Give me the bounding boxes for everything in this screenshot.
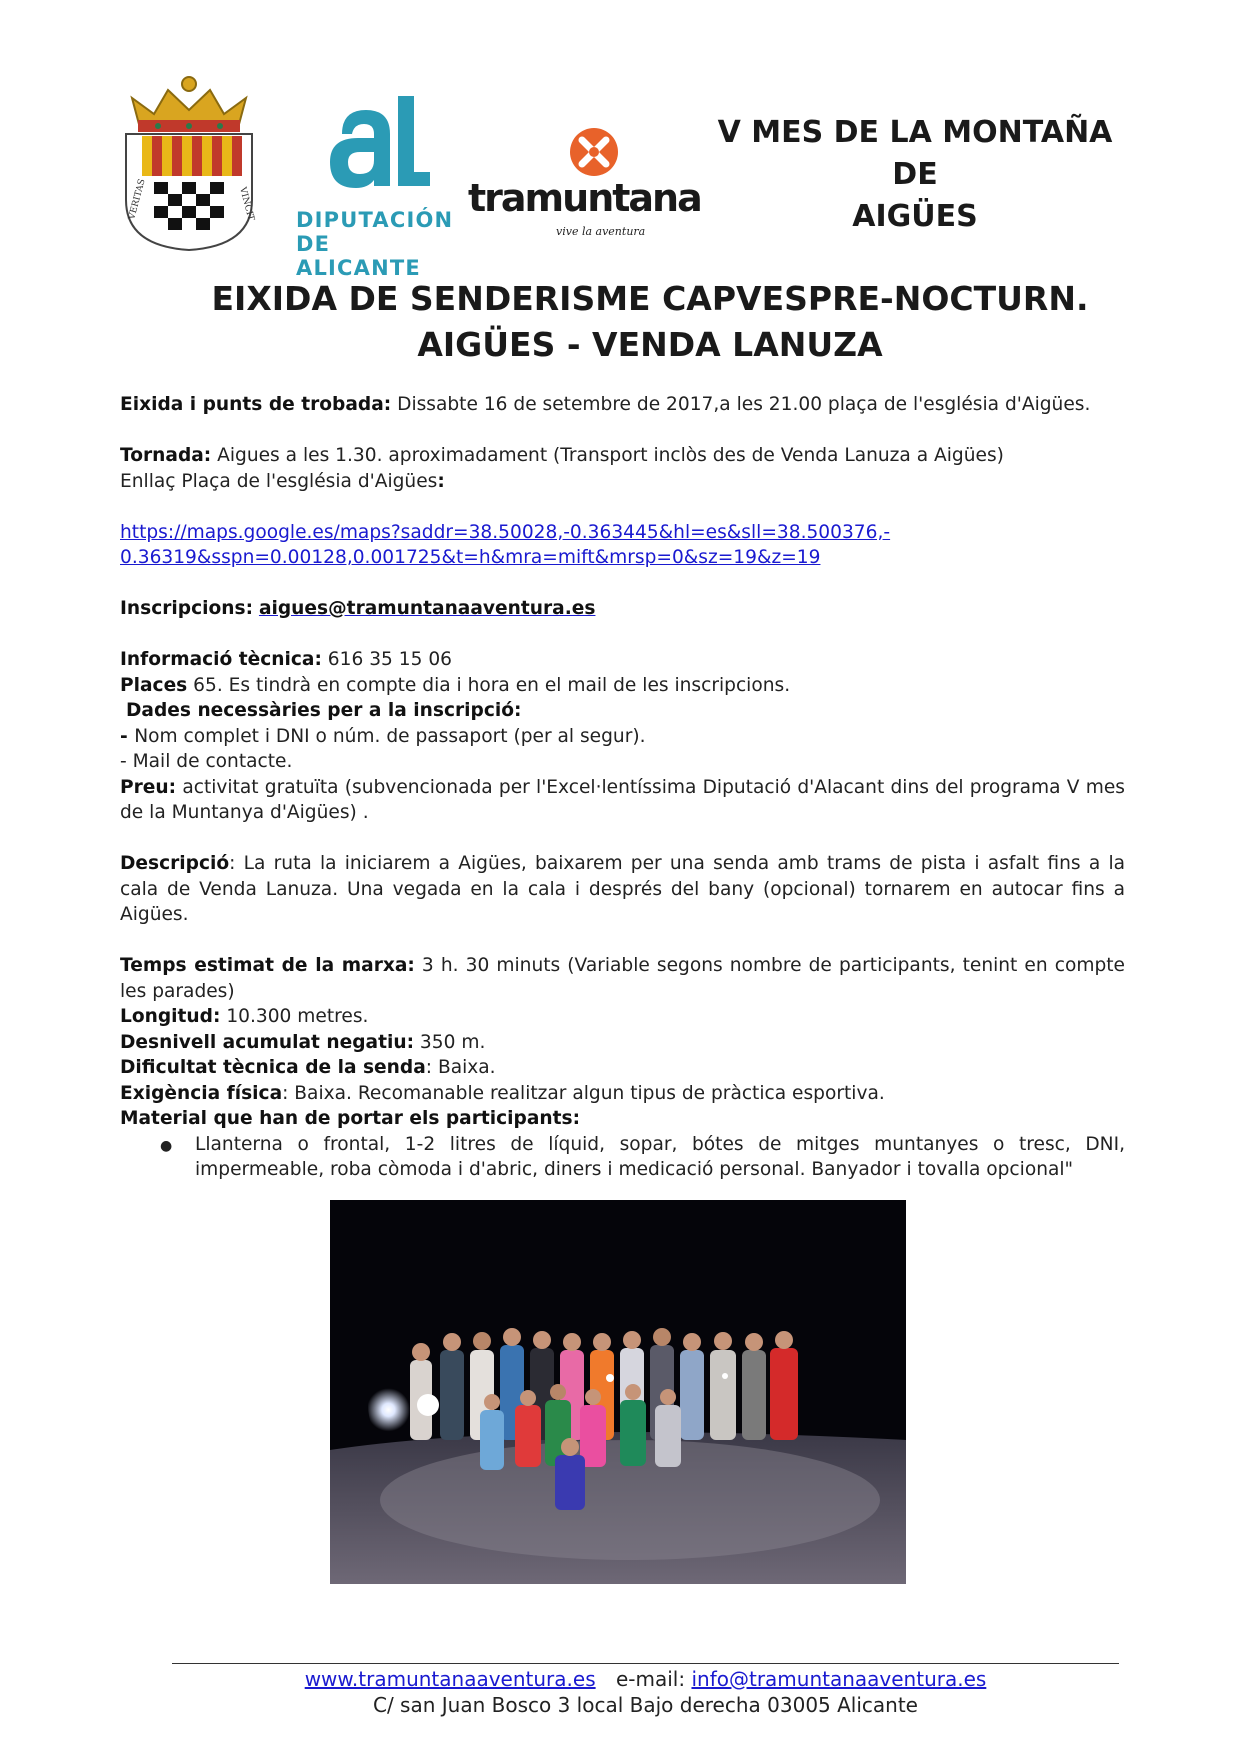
svg-text:VERITAS: VERITAS	[127, 178, 148, 221]
footer-address: C/ san Juan Bosco 3 local Bajo derecha 03005 Alicante	[373, 1693, 918, 1717]
diputacion-mark-icon	[296, 90, 456, 200]
eixida-paragraph: Eixida i punts de trobada: Dissabte 16 de setembre de 2017,a les 21.00 plaça de l'església d'Aigües.	[120, 394, 1091, 415]
footer	[172, 1666, 1119, 1718]
descripcio-paragraph: Descripció: La ruta la iniciarem a Aigües, baixarem per una senda amb trams de pista i asfalt fins a la cala de Venda Lanuza. Una vegada en la cala i després del bany (opcional) tornarem en autocar fins a Aigües.	[120, 853, 1125, 925]
bullet-icon: ●	[160, 1137, 173, 1154]
municipal-crest-logo	[118, 70, 260, 252]
tramuntana-compass-icon	[568, 126, 620, 178]
material-list-item: ● Llanterna o frontal, 1-2 litres de líquid, sopar, bótes de mitges muntanyes o tresc, DNI, impermeable, roba còmoda i d'abric, diners i medicació personal. Banyador i tovalla opcional"	[160, 1132, 1125, 1183]
inscripcions-paragraph: Inscripcions: aigues@tramuntanaaventura.es	[120, 598, 596, 619]
tramuntana-wordmark: tramuntana	[468, 176, 701, 220]
logos-row	[118, 70, 701, 280]
page-title: EIXIDA DE SENDERISME CAPVESPRE-NOCTURN. AIGÜES - VENDA LANUZA	[211, 279, 1089, 364]
dades-item-1: - Nom complet i DNI o núm. de passaport (per al segur).	[120, 725, 646, 747]
longitud-paragraph: Longitud: 10.300 metres.	[120, 1006, 369, 1027]
footer-email-label: e-mail:	[615, 1667, 686, 1691]
enllac-paragraph: Enllaç Plaça de l'església d'Aigües:	[120, 470, 445, 492]
tramuntana-logo	[468, 126, 701, 246]
group-photo	[330, 1200, 906, 1584]
tornada-paragraph: Tornada: Aigues a les 1.30. aproximadament (Transport inclòs des de Venda Lanuza a Aigües)	[120, 445, 1004, 466]
places-paragraph: Places 65. Es tindrà en compte dia i hora en el mail de les inscripcions.	[120, 674, 791, 696]
exigencia-paragraph: Exigència física: Baixa. Recomanable realitzar algun tipus de pràctica esportiva.	[120, 1082, 885, 1104]
dificultat-paragraph: Dificultat tècnica de la senda: Baixa.	[120, 1057, 496, 1078]
desnivell-paragraph: Desnivell acumulat negatiu: 350 m.	[120, 1031, 486, 1053]
preu-paragraph: Preu: activitat gratuïta (subvencionada per l'Excel·lentíssima Diputació d'Alacant dins del programa V mes de la Muntanya d'Aigües) .	[120, 776, 1125, 823]
footer-email-link[interactable]: info@tramuntanaaventura.es	[691, 1667, 987, 1691]
dades-item-2: - Mail de contacte.	[120, 751, 293, 772]
maps-link[interactable]: https://maps.google.es/maps?saddr=38.50028,-0.363445&hl=es&sll=38.500376,- 0.36319&sspn=0.00128,0.001725&t=h&mra=mift&mrsp=0&sz=19&z=19	[120, 521, 891, 568]
tramuntana-tagline: vive la aventura	[556, 225, 646, 238]
temps-paragraph: Temps estimat de la marxa: 3 h. 30 minuts (Variable segons nombre de participants, tenint en compte les parades)	[120, 955, 1125, 1002]
svg-text:VINCIT: VINCIT	[237, 186, 256, 222]
document-body	[120, 392, 1125, 1183]
material-heading: Material que han de portar els participants:	[120, 1108, 581, 1129]
diputacion-alicante-logo	[296, 90, 456, 280]
event-title: V MES DE LA MONTAÑA DE AIGÜES	[717, 115, 1113, 234]
maps-link-paragraph	[120, 520, 1125, 571]
diputacion-name: DIPUTACIÓN DE ALICANTE	[296, 208, 454, 280]
footer-contact-line	[172, 1666, 1119, 1692]
inscripcions-email-link[interactable]: aigues@tramuntanaaventura.es	[258, 598, 596, 619]
info-tecnica-paragraph: Informació tècnica: 616 35 15 06	[120, 649, 453, 670]
footer-divider	[172, 1663, 1119, 1664]
dades-heading: Dades necessàries per a la inscripció:	[126, 700, 522, 721]
footer-website-link[interactable]: www.tramuntanaaventura.es	[304, 1667, 596, 1691]
